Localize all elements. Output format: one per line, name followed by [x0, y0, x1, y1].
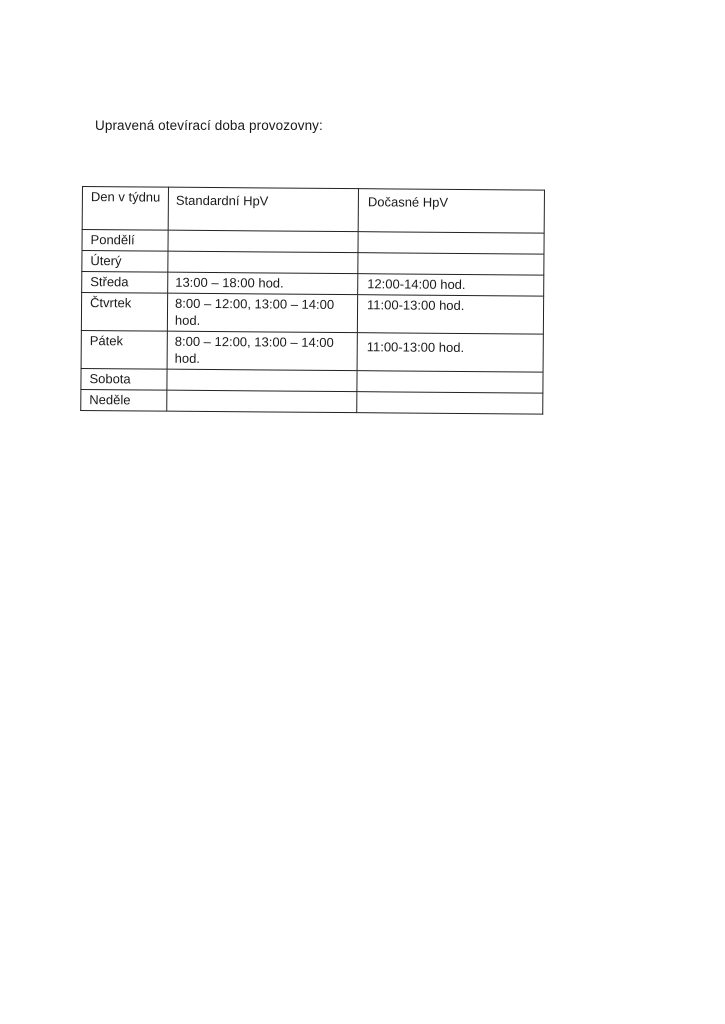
row-day: Neděle: [81, 389, 167, 411]
row-temporary: [357, 371, 543, 393]
header-temporary: Dočasné HpV: [358, 189, 544, 233]
row-standard: [167, 369, 357, 391]
row-temporary: [358, 253, 544, 275]
opening-hours-table-wrap: [80, 186, 544, 415]
table-header-row: [82, 187, 544, 234]
table-row: [81, 330, 543, 372]
table-row: [81, 293, 543, 335]
row-standard: 13:00 – 18:00 hod.: [168, 272, 358, 294]
document-heading: Upravená otevírací doba provozovny:: [95, 118, 323, 133]
row-standard: 8:00 – 12:00, 13:00 – 14:00 hod.: [167, 293, 357, 332]
row-standard: [167, 390, 357, 412]
row-standard: 8:00 – 12:00, 13:00 – 14:00 hod.: [167, 331, 357, 370]
header-standard: Standardní HpV: [168, 187, 358, 231]
row-temporary: [357, 392, 543, 414]
table-row: [81, 389, 543, 414]
row-day: Úterý: [82, 251, 168, 273]
row-day: Čtvrtek: [81, 293, 167, 332]
row-temporary: 12:00-14:00 hod.: [358, 274, 544, 296]
row-day: Pátek: [81, 330, 167, 369]
row-day: Pondělí: [82, 230, 168, 252]
row-temporary: 11:00-13:00 hod.: [357, 333, 543, 372]
row-temporary: 11:00-13:00 hod.: [357, 295, 543, 334]
row-temporary: [358, 232, 544, 254]
row-standard: [168, 251, 358, 273]
opening-hours-table: [80, 186, 545, 415]
row-day: Středa: [82, 272, 168, 294]
header-day: Den v týdnu: [82, 187, 168, 231]
row-day: Sobota: [81, 368, 167, 390]
row-standard: [168, 230, 358, 252]
